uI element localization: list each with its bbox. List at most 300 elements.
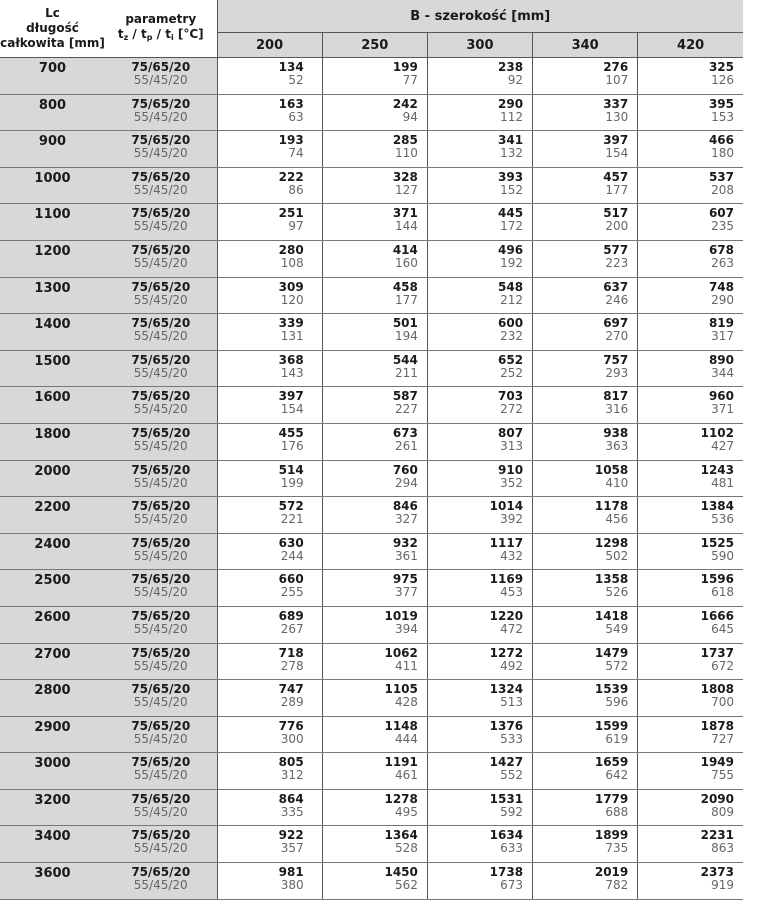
output-cell [533, 423, 638, 460]
output-55-value: 528 [394, 841, 418, 856]
lc-value: 3400 [0, 826, 105, 863]
params-cell [105, 680, 217, 717]
output-cell [427, 643, 532, 680]
output-55-value: 94 [402, 109, 418, 124]
output-55-value: 513 [500, 695, 524, 710]
output-cell [638, 606, 743, 643]
output-55-value: 688 [605, 804, 629, 819]
output-55-value: 293 [605, 365, 629, 380]
output-55-value: 700 [711, 695, 734, 710]
output-55-value: 74 [288, 146, 304, 161]
param-label-55: 55/45/20 [133, 219, 188, 234]
output-75-value: 846 [392, 499, 418, 514]
output-75-value: 678 [708, 242, 734, 257]
output-cell [217, 606, 322, 643]
output-cell [533, 240, 638, 277]
output-75-value: 1525 [700, 535, 734, 550]
table-row [0, 204, 743, 241]
output-55-value: 472 [500, 621, 524, 636]
output-75-value: 1418 [594, 608, 629, 623]
output-cell [322, 716, 427, 753]
output-75-value: 817 [603, 389, 629, 404]
output-75-value: 1599 [594, 718, 629, 733]
table-row [0, 131, 743, 168]
output-75-value: 395 [708, 96, 734, 111]
output-cell [427, 167, 532, 204]
output-cell [217, 680, 322, 717]
output-75-value: 1102 [700, 425, 734, 440]
output-cell [217, 460, 322, 497]
output-55-value: 144 [394, 219, 418, 234]
output-55-value: 444 [394, 731, 418, 746]
output-75-value: 776 [278, 718, 304, 733]
output-75-value: 703 [498, 389, 524, 404]
output-55-value: 461 [394, 768, 418, 783]
output-cell [322, 826, 427, 863]
output-55-value: 619 [605, 731, 629, 746]
param-label-75: 75/65/20 [131, 169, 191, 184]
param-label-55: 55/45/20 [133, 768, 188, 783]
output-55-value: 110 [394, 146, 418, 161]
param-label-75: 75/65/20 [131, 60, 191, 74]
output-75-value: 1298 [594, 535, 629, 550]
output-cell [322, 167, 427, 204]
output-75-value: 371 [392, 206, 418, 221]
output-75-value: 397 [278, 389, 304, 404]
output-cell [427, 606, 532, 643]
output-75-value: 1019 [384, 608, 418, 623]
output-75-value: 2373 [700, 865, 734, 880]
output-cell [322, 570, 427, 607]
output-cell [427, 716, 532, 753]
output-55-value: 312 [280, 768, 304, 783]
output-75-value: 193 [278, 133, 304, 148]
output-75-value: 1014 [489, 499, 524, 514]
output-75-value: 1220 [489, 608, 524, 623]
output-cell [217, 497, 322, 534]
param-label-75: 75/65/20 [131, 316, 191, 331]
output-55-value: 244 [280, 548, 304, 563]
output-cell [638, 643, 743, 680]
output-cell [638, 423, 743, 460]
output-cell [533, 570, 638, 607]
output-cell [533, 533, 638, 570]
output-cell [427, 863, 532, 900]
output-cell [427, 533, 532, 570]
output-75-value: 1659 [594, 755, 629, 770]
params-cell [105, 350, 217, 387]
param-label-55: 55/45/20 [133, 621, 188, 636]
output-75-value: 1178 [594, 499, 629, 514]
param-label-55: 55/45/20 [133, 182, 188, 197]
output-55-value: 863 [711, 841, 734, 856]
output-55-value: 126 [711, 73, 734, 87]
output-75-value: 697 [603, 316, 629, 331]
output-55-value: 377 [394, 585, 418, 600]
param-label-55: 55/45/20 [133, 146, 188, 161]
output-55-value: 633 [500, 841, 524, 856]
output-cell [217, 789, 322, 826]
params-header-line1: parametry [125, 12, 197, 26]
output-cell [427, 204, 532, 241]
table-row [0, 826, 743, 863]
lc-value: 3600 [0, 863, 105, 900]
output-55-value: 211 [394, 365, 418, 380]
output-75-value: 1169 [489, 572, 524, 587]
output-75-value: 466 [708, 133, 734, 148]
output-75-value: 548 [498, 279, 524, 294]
output-cell [533, 643, 638, 680]
output-75-value: 932 [392, 535, 418, 550]
params-cell [105, 570, 217, 607]
table-row [0, 643, 743, 680]
lc-header-line3: całkowita [mm] [0, 36, 105, 50]
output-cell [427, 94, 532, 131]
output-75-value: 630 [278, 535, 304, 550]
output-cell [217, 716, 322, 753]
params-cell [105, 131, 217, 168]
lc-header-line1: Lc [45, 6, 60, 20]
output-cell [322, 277, 427, 314]
output-cell [217, 643, 322, 680]
output-75-value: 1479 [594, 645, 629, 660]
output-cell [322, 680, 427, 717]
output-75-value: 455 [278, 425, 304, 440]
table-row [0, 387, 743, 424]
lc-value: 2000 [0, 460, 105, 497]
output-cell [638, 314, 743, 351]
output-75-value: 910 [498, 462, 524, 477]
output-55-value: 371 [711, 402, 734, 417]
output-75-value: 1117 [489, 535, 524, 550]
output-55-value: 782 [605, 878, 629, 893]
output-cell [427, 423, 532, 460]
output-55-value: 270 [605, 329, 629, 344]
output-cell [217, 58, 322, 95]
output-75-value: 414 [392, 242, 418, 257]
output-cell [322, 863, 427, 900]
lc-value: 1100 [0, 204, 105, 241]
output-55-value: 313 [500, 438, 524, 453]
param-label-75: 75/65/20 [131, 389, 191, 404]
output-75-value: 2090 [700, 791, 734, 806]
output-75-value: 757 [603, 352, 629, 367]
output-75-value: 1634 [489, 828, 524, 843]
output-55-value: 344 [711, 365, 734, 380]
output-55-value: 672 [711, 658, 734, 673]
param-label-55: 55/45/20 [133, 475, 188, 490]
output-75-value: 1278 [384, 791, 418, 806]
params-cell [105, 533, 217, 570]
lc-value: 700 [0, 58, 105, 95]
output-cell [217, 94, 322, 131]
output-75-value: 1737 [700, 645, 734, 660]
output-cell [322, 497, 427, 534]
output-55-value: 152 [500, 182, 524, 197]
output-75-value: 718 [278, 645, 304, 660]
output-cell [638, 570, 743, 607]
params-cell [105, 789, 217, 826]
output-55-value: 180 [711, 146, 734, 161]
output-cell [217, 314, 322, 351]
output-55-value: 316 [605, 402, 629, 417]
output-75-value: 393 [498, 169, 524, 184]
output-55-value: 300 [280, 731, 304, 746]
output-cell [322, 314, 427, 351]
param-label-75: 75/65/20 [131, 535, 191, 550]
output-75-value: 975 [392, 572, 418, 587]
output-55-value: 272 [500, 402, 524, 417]
params-cell [105, 826, 217, 863]
lc-value: 3000 [0, 753, 105, 790]
output-75-value: 290 [498, 96, 524, 111]
output-75-value: 660 [278, 572, 304, 587]
output-75-value: 587 [392, 389, 418, 404]
output-55-value: 278 [280, 658, 304, 673]
param-label-75: 75/65/20 [131, 572, 191, 587]
output-cell [427, 460, 532, 497]
output-55-value: 361 [394, 548, 418, 563]
param-label-75: 75/65/20 [131, 645, 191, 660]
output-cell [638, 826, 743, 863]
output-cell [427, 58, 532, 95]
output-55-value: 192 [500, 255, 524, 270]
params-cell [105, 716, 217, 753]
output-cell [427, 314, 532, 351]
output-55-value: 92 [507, 73, 524, 87]
output-55-value: 131 [280, 329, 304, 344]
output-75-value: 325 [708, 60, 734, 74]
lc-value: 900 [0, 131, 105, 168]
output-cell [427, 277, 532, 314]
output-55-value: 177 [394, 292, 418, 307]
output-55-value: 727 [711, 731, 734, 746]
output-55-value: 735 [605, 841, 629, 856]
output-cell [427, 497, 532, 534]
output-cell [217, 131, 322, 168]
params-cell [105, 314, 217, 351]
output-cell [322, 423, 427, 460]
output-55-value: 194 [394, 329, 418, 344]
output-55-value: 357 [280, 841, 304, 856]
output-75-value: 339 [278, 316, 304, 331]
output-cell [533, 863, 638, 900]
output-55-value: 549 [605, 621, 629, 636]
output-75-value: 341 [498, 133, 524, 148]
output-75-value: 1531 [489, 791, 524, 806]
params-cell [105, 94, 217, 131]
output-cell [427, 131, 532, 168]
output-55-value: 380 [280, 878, 304, 893]
output-55-value: 562 [394, 878, 418, 893]
output-cell [427, 826, 532, 863]
output-cell [322, 387, 427, 424]
output-cell [217, 277, 322, 314]
param-label-55: 55/45/20 [133, 402, 188, 417]
output-55-value: 289 [280, 695, 304, 710]
params-cell [105, 863, 217, 900]
output-cell [322, 460, 427, 497]
output-cell [638, 240, 743, 277]
output-55-value: 223 [605, 255, 629, 270]
output-75-value: 1899 [594, 828, 629, 843]
output-75-value: 457 [603, 169, 629, 184]
output-75-value: 577 [603, 242, 629, 257]
output-cell [638, 387, 743, 424]
output-55-value: 160 [394, 255, 418, 270]
output-cell [638, 533, 743, 570]
output-75-value: 517 [603, 206, 629, 221]
table-row [0, 680, 743, 717]
params-cell [105, 423, 217, 460]
table-row [0, 460, 743, 497]
output-75-value: 2231 [700, 828, 734, 843]
output-55-value: 86 [288, 182, 304, 197]
output-55-value: 533 [500, 731, 524, 746]
output-55-value: 428 [394, 695, 418, 710]
output-75-value: 222 [278, 169, 304, 184]
output-55-value: 267 [280, 621, 304, 636]
output-cell [638, 350, 743, 387]
output-cell [638, 716, 743, 753]
params-cell [105, 167, 217, 204]
output-55-value: 618 [711, 585, 734, 600]
output-55-value: 453 [500, 585, 524, 600]
output-55-value: 143 [280, 365, 304, 380]
param-label-55: 55/45/20 [133, 73, 188, 87]
param-label-75: 75/65/20 [131, 206, 191, 221]
output-75-value: 397 [603, 133, 629, 148]
table-row [0, 570, 743, 607]
output-cell [322, 350, 427, 387]
output-55-value: 232 [500, 329, 524, 344]
output-cell [638, 497, 743, 534]
param-label-55: 55/45/20 [133, 841, 188, 856]
table-row [0, 497, 743, 534]
output-75-value: 280 [278, 242, 304, 257]
output-75-value: 544 [392, 352, 418, 367]
output-75-value: 496 [498, 242, 524, 257]
lc-value: 800 [0, 94, 105, 131]
output-cell [322, 606, 427, 643]
output-cell [322, 533, 427, 570]
lc-value: 2900 [0, 716, 105, 753]
output-75-value: 748 [708, 279, 734, 294]
table-row [0, 789, 743, 826]
output-75-value: 819 [708, 316, 734, 331]
output-55-value: 392 [500, 512, 524, 527]
param-label-75: 75/65/20 [131, 462, 191, 477]
output-cell [217, 167, 322, 204]
output-55-value: 252 [500, 365, 524, 380]
param-label-55: 55/45/20 [133, 658, 188, 673]
output-55-value: 755 [711, 768, 734, 783]
lc-value: 1300 [0, 277, 105, 314]
params-column-header [105, 0, 217, 58]
output-55-value: 919 [711, 878, 734, 893]
output-55-value: 352 [500, 475, 524, 490]
lc-value: 2500 [0, 570, 105, 607]
output-55-value: 63 [288, 109, 304, 124]
output-55-value: 536 [711, 512, 734, 527]
param-label-55: 55/45/20 [133, 109, 188, 124]
output-cell [427, 680, 532, 717]
param-label-55: 55/45/20 [133, 255, 188, 270]
output-55-value: 294 [394, 475, 418, 490]
param-label-55: 55/45/20 [133, 695, 188, 710]
param-label-75: 75/65/20 [131, 718, 191, 733]
output-55-value: 327 [394, 512, 418, 527]
lc-header-line2: długość [26, 21, 79, 35]
output-75-value: 1272 [489, 645, 524, 660]
lc-value: 1600 [0, 387, 105, 424]
output-cell [638, 680, 743, 717]
param-label-55: 55/45/20 [133, 438, 188, 453]
table-row [0, 58, 743, 95]
output-cell [533, 497, 638, 534]
output-cell [638, 277, 743, 314]
table-header [0, 0, 743, 58]
output-cell [533, 680, 638, 717]
width-header-2: 300 [427, 33, 532, 58]
width-header-3: 340 [533, 33, 638, 58]
output-cell [322, 643, 427, 680]
param-label-75: 75/65/20 [131, 133, 191, 148]
output-55-value: 120 [280, 292, 304, 307]
output-55-value: 97 [288, 219, 304, 234]
output-cell [427, 240, 532, 277]
output-cell [533, 716, 638, 753]
output-75-value: 1539 [594, 682, 629, 697]
output-55-value: 176 [280, 438, 304, 453]
output-55-value: 290 [711, 292, 734, 307]
param-label-55: 55/45/20 [133, 585, 188, 600]
output-55-value: 227 [394, 402, 418, 417]
output-55-value: 208 [711, 182, 734, 197]
lc-value: 3200 [0, 789, 105, 826]
lc-value: 2800 [0, 680, 105, 717]
output-55-value: 809 [711, 804, 734, 819]
output-cell [322, 131, 427, 168]
output-75-value: 1949 [700, 755, 734, 770]
output-cell [322, 204, 427, 241]
output-75-value: 1666 [700, 608, 734, 623]
output-cell [638, 58, 743, 95]
output-75-value: 1808 [700, 682, 734, 697]
output-55-value: 255 [280, 585, 304, 600]
output-55-value: 261 [394, 438, 418, 453]
output-55-value: 52 [288, 73, 304, 87]
param-label-55: 55/45/20 [133, 548, 188, 563]
output-55-value: 77 [402, 73, 418, 87]
output-cell [322, 753, 427, 790]
output-75-value: 938 [603, 425, 629, 440]
output-55-value: 108 [280, 255, 304, 270]
param-label-75: 75/65/20 [131, 242, 191, 257]
table-row [0, 277, 743, 314]
output-cell [533, 277, 638, 314]
output-cell [427, 350, 532, 387]
table-row [0, 606, 743, 643]
output-cell [427, 570, 532, 607]
output-cell [427, 789, 532, 826]
output-75-value: 328 [392, 169, 418, 184]
output-cell [638, 131, 743, 168]
lc-value: 2700 [0, 643, 105, 680]
output-cell [533, 789, 638, 826]
output-cell [427, 753, 532, 790]
output-75-value: 981 [278, 865, 304, 880]
